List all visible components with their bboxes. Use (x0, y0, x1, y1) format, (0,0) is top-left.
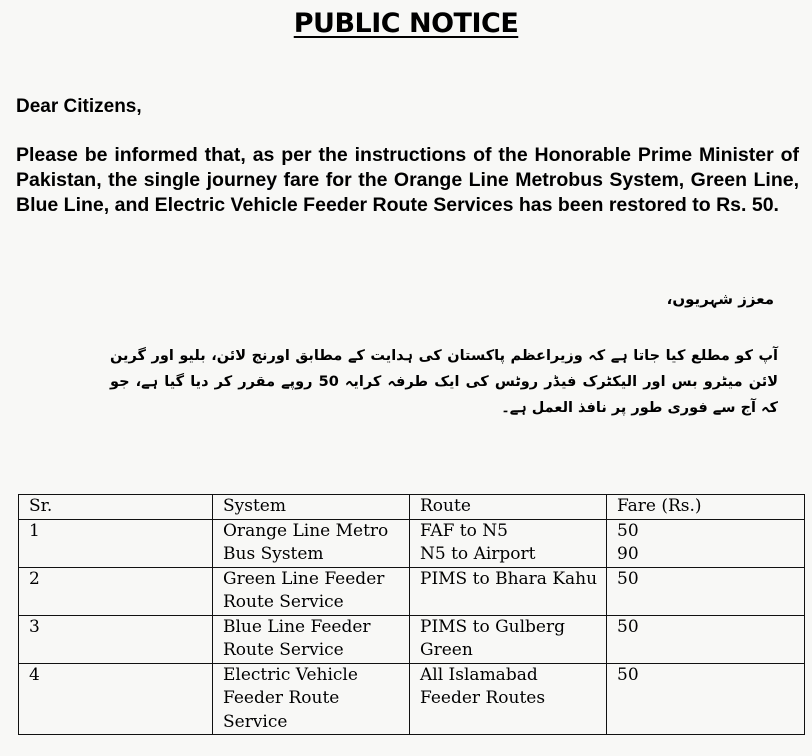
cell-line: 50 (617, 616, 639, 637)
cell-route (410, 567, 607, 615)
table-row (19, 615, 805, 663)
cell-route (410, 663, 607, 735)
cell-line: Feeder Route (223, 688, 340, 708)
cell-system (213, 567, 410, 615)
cell-system (213, 615, 410, 663)
table-row (19, 567, 805, 615)
cell-system (213, 519, 410, 567)
header-sr: Sr. (19, 495, 213, 520)
cell-fare (607, 567, 805, 615)
salutation: Dear Citizens, (16, 96, 142, 117)
cell-sr: 3 (19, 615, 213, 663)
cell-line: Electric Vehicle (223, 664, 358, 685)
cell-line: Green Line Feeder (223, 568, 385, 589)
cell-line: PIMS to Gulberg (420, 616, 565, 637)
cell-line: N5 to Airport (420, 544, 536, 564)
cell-line: 50 (617, 568, 639, 589)
notice-body-english: Please be informed that, as per the instructions of the Honorable Prime Minister of Pakistan, the single journey fare for the Orange Line Metrobus System, Green Line, Blue Line, and Electric Vehicle Feeder Route Services has been restored to Rs. 50. (16, 144, 799, 216)
cell-line: Green (420, 640, 473, 660)
notice-body-urdu: آپ کو مطلع کیا جاتا ہے کہ وزیراعظم پاکستان کی ہدایت کے مطابق اورنج لائن، بلیو اور گرین لائن میٹرو بس اور الیکٹرک فیڈر روٹس کی ایک طرفہ کرایہ 50 روپے مقرر کر دیا گیا ہے، جو کہ آج سے فوری طور پر نافذ العمل ہے۔ (110, 348, 779, 416)
cell-line: Orange Line Metro (223, 520, 389, 541)
cell-sr: 4 (19, 663, 213, 735)
cell-sr: 2 (19, 567, 213, 615)
cell-line: Blue Line Feeder (223, 616, 371, 637)
cell-route (410, 615, 607, 663)
cell-line: Bus System (223, 544, 324, 564)
cell-route (410, 519, 607, 567)
cell-system (213, 663, 410, 735)
fare-table-header-row (19, 495, 805, 520)
cell-line: All Islamabad (420, 664, 538, 685)
fare-table (18, 494, 805, 735)
cell-line: 50 (617, 520, 639, 541)
cell-line: 90 (617, 544, 639, 564)
cell-sr: 1 (19, 519, 213, 567)
cell-line: Feeder Routes (420, 688, 546, 708)
table-row (19, 519, 805, 567)
table-row (19, 663, 805, 735)
cell-line: 50 (617, 664, 639, 685)
cell-line: PIMS to Bhara Kahu (420, 568, 598, 589)
notice-title (0, 8, 812, 39)
cell-line: Route Service (223, 640, 344, 660)
cell-fare (607, 663, 805, 735)
cell-line: FAF to N5 (420, 520, 508, 541)
notice-title-text: PUBLIC NOTICE (293, 8, 519, 39)
cell-line: Route Service (223, 592, 344, 612)
header-system: System (213, 495, 410, 520)
header-fare: Fare (Rs.) (607, 495, 805, 520)
cell-fare (607, 519, 805, 567)
cell-fare (607, 615, 805, 663)
cell-line: Service (223, 711, 288, 732)
urdu-salutation: معزز شہریوں، (666, 290, 774, 308)
header-route: Route (410, 495, 607, 520)
